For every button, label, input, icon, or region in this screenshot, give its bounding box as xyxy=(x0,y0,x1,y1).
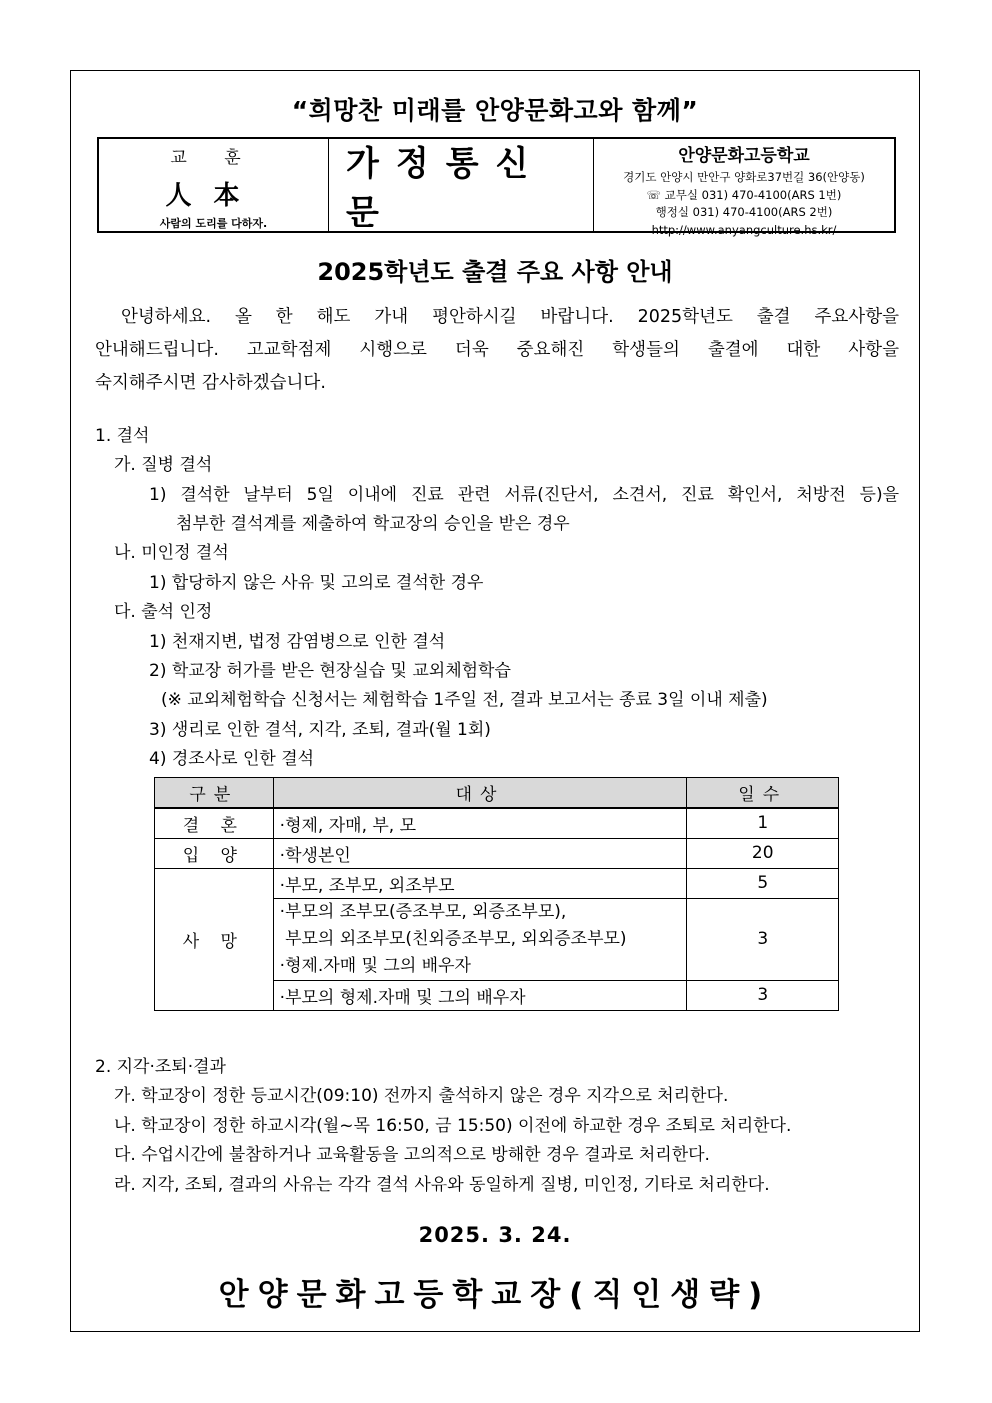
table-header-row xyxy=(155,778,839,809)
sick-absence-item: 1) 결석한 날부터 5일 이내에 진료 관련 서류(진단서, 소견서, 진료 확인서, 처방전 등)을 xyxy=(149,485,899,505)
document-page xyxy=(70,70,920,1332)
row-target xyxy=(273,898,687,980)
row-days: 20 xyxy=(687,838,839,868)
row-target: ·학생본인 xyxy=(273,838,687,868)
table-row xyxy=(155,868,839,898)
recognized-note: (※ 교외체험학습 신청서는 체험학습 1주일 전, 결과 보고서는 종료 3일 이내 제출) xyxy=(161,690,768,710)
col-header-days: 일수 xyxy=(687,778,839,809)
col-header-target: 대상 xyxy=(273,778,687,809)
intro-line: 숙지해주시면 감사하겠습니다. xyxy=(95,373,326,393)
doc-type-box xyxy=(329,139,594,231)
row-target-line: ·형제.자매 및 그의 배우자 xyxy=(279,955,471,976)
unexcused-absence-heading: 나. 미인정 결석 xyxy=(114,543,229,563)
creed-subtitle: 사람의 도리를 다하자. xyxy=(159,217,268,230)
family-event-table xyxy=(154,777,839,1011)
row-days: 1 xyxy=(687,808,839,838)
creed-main: 人本 xyxy=(165,181,262,211)
row-category: 사 망 xyxy=(155,868,274,1010)
recognized-item: 1) 천재지변, 법정 감염병으로 인한 결석 xyxy=(149,632,446,652)
row-days: 3 xyxy=(687,898,839,980)
row-category: 결 혼 xyxy=(155,808,274,838)
recognized-item: 2) 학교장 허가를 받은 현장실습 및 교외체험학습 xyxy=(149,661,511,681)
section-2-item: 나. 학교장이 정한 하교시각(월~목 16:50, 금 15:50) 이전에 하교한 경우 조퇴로 처리한다. xyxy=(114,1116,792,1136)
school-url[interactable]: http://www.anyangculture.hs.kr/ xyxy=(651,222,837,237)
col-header-category: 구분 xyxy=(155,778,274,809)
section-2-item: 라. 지각, 조퇴, 결과의 사유는 각각 결석 사유와 동일하게 질병, 미인정, 기타로 처리한다. xyxy=(114,1175,770,1195)
row-target-line: ·부모의 조부모(증조부모, 외증조부모), xyxy=(279,901,567,922)
doc-type: 가정통신문 xyxy=(346,144,546,233)
school-motto: “희망찬 미래를 안양문화고와 함께” xyxy=(291,96,699,125)
intro-line: 안내해드립니다. 고교학점제 시행으로 더욱 중요해진 학생들의 출결에 대한 사항을 xyxy=(95,340,899,360)
admin-phone: 행정실 031) 470-4100(ARS 2번) xyxy=(655,205,833,219)
unexcused-absence-item: 1) 합당하지 않은 사유 및 고의로 결석한 경우 xyxy=(149,573,484,593)
school-name: 안양문화고등학교 xyxy=(678,146,810,166)
principal-signoff: 안양문화고등학교장(직인생략) xyxy=(218,1277,772,1313)
letterhead xyxy=(97,137,896,237)
section-2-item: 다. 수업시간에 불참하거나 교육활동을 고의적으로 방해한 경우 결과로 처리한다. xyxy=(114,1145,710,1165)
school-info-box xyxy=(594,139,894,237)
office-phone: ☏ 교무실 031) 470-4100(ARS 1번) xyxy=(646,187,842,202)
table-row xyxy=(155,808,839,838)
section-1-heading: 1. 결석 xyxy=(95,426,150,446)
intro-paragraph xyxy=(95,301,899,400)
row-category: 입 양 xyxy=(155,838,274,868)
section-2-item: 가. 학교장이 정한 등교시간(09:10) 전까지 출석하지 않은 경우 지각으로 처리한다. xyxy=(114,1086,729,1106)
row-target: ·부모, 조부모, 외조부모 xyxy=(273,868,687,898)
row-target: ·부모의 형제.자매 및 그의 배우자 xyxy=(273,980,687,1010)
row-days: 5 xyxy=(687,868,839,898)
recognized-item: 3) 생리로 인한 결석, 지각, 조퇴, 결과(월 1회) xyxy=(149,720,491,740)
intro-line: 안녕하세요. 올 한 해도 가내 평안하시길 바랍니다. 2025학년도 출결 주요사항을 xyxy=(121,307,899,327)
row-target-line: 부모의 외조부모(친외증조부모, 외외증조부모) xyxy=(279,928,627,949)
row-days: 3 xyxy=(687,980,839,1010)
sick-absence-item-cont: 첨부한 결석계를 제출하여 학교장의 승인을 받은 경우 xyxy=(176,514,570,534)
row-target: ·형제, 자매, 부, 모 xyxy=(273,808,687,838)
notice-title: 2025학년도 출결 주요 사항 안내 xyxy=(317,258,673,286)
issue-date: 2025. 3. 24. xyxy=(418,1223,572,1247)
school-address: 경기도 안양시 만안구 양화로37번길 36(안양동) xyxy=(623,170,865,184)
creed-label: 교 훈 xyxy=(170,148,257,168)
recognized-item: 4) 경조사로 인한 결석 xyxy=(149,749,315,769)
section-2-heading: 2. 지각·조퇴·결과 xyxy=(95,1057,226,1077)
sick-absence-heading: 가. 질병 결석 xyxy=(114,455,213,475)
table-row xyxy=(155,838,839,868)
school-creed-box xyxy=(99,139,329,231)
attendance-recognized-heading: 다. 출석 인정 xyxy=(114,602,213,622)
